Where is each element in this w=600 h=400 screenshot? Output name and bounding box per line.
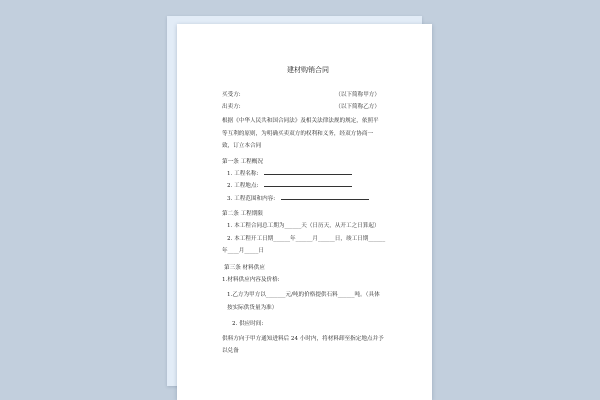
section-2-line: 1. 本工程合同总工期为______天（日历天，从开工之日算起） xyxy=(227,223,380,230)
section-3-paragraph: 1.乙方为甲方以_______元/吨的价格提供石料______吨。（具体按实际供货量为准） xyxy=(227,291,380,311)
section-3-sub-heading: 1.材料供应内容及价格: xyxy=(222,276,280,283)
section-1-heading: 第一条 工程概况 xyxy=(222,158,263,165)
party-seller xyxy=(222,104,384,111)
party-seller-note: （以下简称乙方） xyxy=(335,104,380,110)
section-2-heading: 第二条 工程期限 xyxy=(222,211,263,218)
item-label: 3. 工程范围和内容: xyxy=(227,195,276,202)
contract-body xyxy=(222,66,384,358)
section-3-heading: 第三条 材料供应 xyxy=(224,264,265,271)
preamble-paragraph: 根据《中华人民共和国合同法》及相关法律法规的规定，依照平等互利的原则，为明确买卖双方的权利和义务，经双方协商一致，订立本合同 xyxy=(222,118,379,149)
section-1-item xyxy=(227,180,384,193)
fill-in-blank-line xyxy=(264,169,352,175)
document-title: 建材购销合同 xyxy=(287,66,329,74)
section-3-paragraph: 供料方向于甲方通知进料后 24 小时内，将材料卸至指定地点并予以兑备 xyxy=(222,335,384,355)
party-buyer-label: 买受方: xyxy=(222,92,241,98)
section-2-line: 2. 本工程开工日期______年______月______日，竣工日期______ xyxy=(227,235,386,242)
section-1-item xyxy=(227,193,384,206)
document-page xyxy=(177,24,432,400)
item-label: 2. 工程地点: xyxy=(227,183,259,190)
item-label: 1. 工程名称: xyxy=(227,170,259,177)
section-3-sub-heading: 2. 供应时间: xyxy=(232,320,264,327)
party-buyer-note: （以下简称甲方） xyxy=(335,92,380,98)
section-2-line: 年____月_____日 xyxy=(222,248,264,255)
party-seller-label: 出卖方: xyxy=(222,104,241,110)
party-buyer xyxy=(222,92,384,99)
section-1-item xyxy=(227,168,384,181)
fill-in-blank-line xyxy=(264,181,352,187)
fill-in-blank-line xyxy=(281,194,369,200)
